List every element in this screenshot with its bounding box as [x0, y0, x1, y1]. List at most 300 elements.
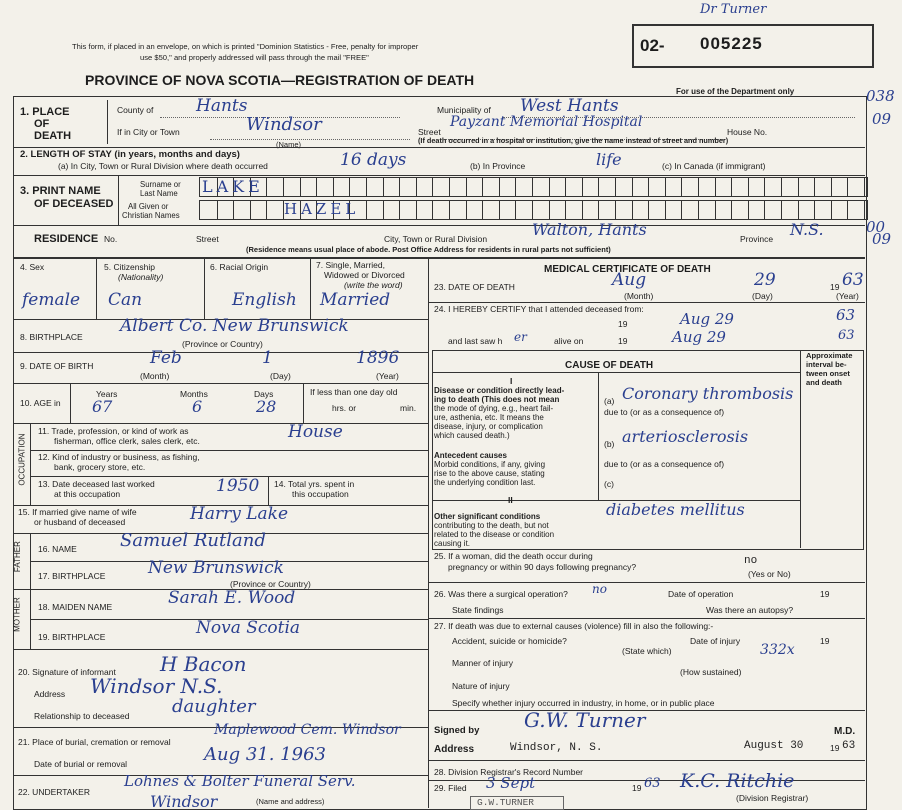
interval-label-3: tween onset	[806, 369, 850, 378]
name-grid-cell	[565, 178, 583, 196]
name-grid-cell	[665, 201, 683, 219]
name-grid-cell	[798, 201, 816, 219]
certificate-year-prefix: 19	[830, 743, 840, 753]
name-grid-cell	[731, 178, 749, 196]
name-grid-cell	[316, 178, 334, 196]
last-worked-label: 13. Date deceased last worked	[38, 479, 155, 489]
birthplace-label: 8. BIRTHPLACE	[20, 332, 83, 342]
trade-label: 11. Trade, profession, or kind of work as	[38, 426, 189, 436]
code-residence-2: 09	[872, 230, 892, 248]
name-grid-cell	[549, 201, 567, 219]
city-label: If in City or Town	[117, 127, 180, 137]
medical-certificate-title: MEDICAL CERTIFICATE OF DEATH	[544, 264, 711, 275]
name-grid-cell	[499, 201, 517, 219]
name-grid-cell	[665, 178, 683, 196]
city-line	[210, 139, 410, 140]
street-value: Payzant Memorial Hospital	[450, 114, 643, 130]
marital-label-2: Widowed or Divorced	[324, 270, 405, 280]
death-day: 29	[754, 270, 776, 290]
name-grid-cell	[349, 178, 367, 196]
cause-a-value: Coronary thrombosis	[622, 384, 794, 403]
burial-date-label: Date of burial or removal	[34, 759, 128, 769]
given-value: HAZEL	[284, 200, 360, 218]
given-label-2: Christian Names	[122, 211, 180, 220]
registration-prefix: 02-	[640, 36, 665, 55]
name-grid-cell	[748, 201, 766, 219]
name-grid-cell	[681, 201, 699, 219]
name-grid-cell	[482, 178, 500, 196]
interval-divider	[800, 350, 801, 548]
q26-label: 26. Was there a surgical operation?	[434, 589, 568, 599]
mail-notice-line-1: This form, if placed in an envelope, on which is printed "Dominion Statistics - Free, penalty for improper	[72, 42, 419, 51]
mail-notice-line-2: use $50," and properly addressed will pass through the mail "FREE"	[140, 53, 369, 62]
classification-code: 332x	[760, 642, 795, 658]
residence-province-label: Province	[740, 234, 774, 244]
certificate-date: August 30	[744, 740, 804, 752]
place-of-death-label: 1. PLACE	[20, 106, 70, 118]
name-grid-cell	[831, 178, 849, 196]
code-municipality: 09	[872, 110, 892, 128]
alive-on-value: Aug 29	[672, 328, 726, 346]
county-label: County of	[117, 105, 154, 115]
place-divider	[107, 100, 108, 144]
name-grid-cell	[416, 178, 434, 196]
operation-date-label: Date of operation	[668, 589, 734, 599]
last-saw-pronoun: er	[514, 330, 527, 344]
name-grid-cell	[283, 178, 301, 196]
name-grid-cell	[449, 201, 467, 219]
age-years-value: 67	[92, 397, 113, 416]
name-grid-cell	[847, 201, 865, 219]
mother-birthplace-label: 19. BIRTHPLACE	[38, 632, 106, 642]
cause-inner-divider	[598, 372, 599, 500]
q25-label-2: pregnancy or within 90 days following pregnancy?	[448, 562, 637, 572]
top-note: Dr Turner	[700, 2, 767, 17]
mother-maiden-value: Sarah E. Wood	[168, 588, 296, 608]
name-grid-cell	[366, 178, 384, 196]
mother-birthplace-value: Nova Scotia	[196, 618, 301, 638]
name-grid-cell	[798, 178, 816, 196]
last-worked-label-2: at this occupation	[54, 489, 121, 499]
citizenship-label: 5. Citizenship	[104, 262, 156, 272]
name-grid-cell	[632, 201, 650, 219]
name-grid-cell	[383, 178, 401, 196]
divider-2	[13, 175, 865, 176]
name-grid-cell	[598, 178, 616, 196]
last-worked-value: 1950	[216, 476, 260, 496]
divider-r5	[428, 760, 865, 761]
industry-label: 12. Kind of industry or business, as fishing,	[38, 452, 200, 462]
name-grid-cell	[515, 201, 533, 219]
name-grid-cell	[648, 178, 666, 196]
divider-16	[13, 649, 428, 650]
name-grid-cell	[748, 178, 766, 196]
part-two-label: II	[508, 495, 513, 505]
age-months-value: 6	[192, 397, 203, 416]
dob-year: 1896	[356, 348, 400, 368]
spouse-label-2: or husband of deceased	[34, 517, 126, 527]
filed-year-prefix: 19	[632, 783, 642, 793]
cause-a-marker: (a)	[604, 396, 615, 406]
cause-title-line	[432, 372, 800, 373]
name-grid-cell	[383, 201, 401, 219]
date-of-death-label: 23. DATE OF DEATH	[434, 282, 515, 292]
other-conditions-label-2: contributing to the death, but not	[434, 521, 549, 530]
name-grid-cell	[399, 178, 417, 196]
from-year-prefix: 19	[618, 319, 628, 329]
registrar-signature: K.C. Ritchie	[680, 770, 795, 792]
name-grid-cell	[250, 201, 268, 219]
name-grid-cell	[715, 178, 733, 196]
name-grid-cell	[764, 178, 782, 196]
name-grid-cell	[432, 178, 450, 196]
name-grid-cell	[416, 201, 434, 219]
sex-label: 4. Sex	[20, 262, 45, 272]
antecedent-label-2: Morbid conditions, if any, giving	[434, 460, 546, 469]
nationality-hint: (Nationality)	[118, 272, 164, 282]
name-grid-cell	[333, 178, 351, 196]
other-conditions-label-4: causing it.	[434, 539, 471, 548]
stay-canada-label: (c) In Canada (if immigrant)	[662, 161, 766, 171]
certify-label: 24. I HEREBY CERTIFY that I attended deceased from:	[434, 304, 644, 314]
father-birthplace-label: 17. BIRTHPLACE	[38, 571, 106, 581]
house-number-label: House No.	[727, 127, 768, 137]
marital-label: 7. Single, Married,	[316, 260, 385, 270]
stay-city-label: (a) In City, Town or Rural Division where death occurred	[58, 161, 268, 171]
dob-year-hint: (Year)	[376, 371, 399, 381]
antecedent-label: Antecedent causes	[434, 451, 507, 460]
father-name-label: 16. NAME	[38, 544, 77, 554]
relationship-label: Relationship to deceased	[34, 711, 130, 721]
dob-month-hint: (Month)	[140, 371, 170, 381]
residence-city-value: Walton, Hants	[532, 220, 647, 239]
industry-label-2: bank, grocery store, etc.	[54, 462, 146, 472]
racial-origin-value: English	[232, 290, 297, 310]
informant-address-value: Windsor N.S.	[90, 674, 223, 698]
institution-note: (If death occurred in a hospital or institution, give the name instead of street and number)	[418, 136, 729, 145]
interval-label-4: and death	[806, 378, 842, 387]
form-title: PROVINCE OF NOVA SCOTIA—REGISTRATION OF DEATH	[85, 72, 475, 88]
injury-year-prefix: 19	[820, 636, 830, 646]
undertaker-address: Windsor	[150, 792, 218, 810]
death-day-hint: (Day)	[752, 291, 773, 301]
print-name-label: 3. PRINT NAME	[20, 185, 101, 197]
residence-note: (Residence means usual place of abode. Post Office Address for residents in rural parts not sufficient)	[246, 245, 611, 254]
dob-day: 1	[262, 348, 273, 368]
length-of-stay-label: 2. LENGTH OF STAY (in years, months and days)	[20, 149, 240, 160]
name-grid-cell	[366, 201, 384, 219]
name-grid-cell	[532, 178, 550, 196]
cell-divider-2	[204, 257, 205, 319]
code-county: 038	[866, 87, 895, 105]
name-grid-cell	[466, 201, 484, 219]
residence-label: RESIDENCE	[34, 233, 99, 245]
name-grid-cell	[466, 178, 484, 196]
father-name-value: Samuel Rutland	[120, 530, 266, 551]
last-saw-label: and last saw h	[448, 336, 503, 346]
name-grid-cell	[632, 178, 650, 196]
birthplace-value: Albert Co. New Brunswick	[120, 316, 349, 336]
surname-grid	[199, 177, 868, 197]
surname-label-2: Last Name	[140, 189, 178, 198]
filed-date: 3 Sept	[486, 774, 536, 792]
relationship-value: daughter	[172, 696, 256, 717]
filed-label: 29. Filed	[434, 783, 467, 793]
spouse-label: 15. If married give name of wife	[18, 507, 137, 517]
name-grid-cell	[515, 178, 533, 196]
birthplace-hint: (Province or Country)	[182, 339, 263, 349]
dob-day-hint: (Day)	[270, 371, 291, 381]
disease-label-2: ing to death (This does not mean	[434, 395, 560, 404]
name-grid-cell	[847, 178, 865, 196]
residence-province-value: N.S.	[790, 220, 824, 239]
county-value: Hants	[196, 96, 248, 116]
informant-signature-label: 20. Signature of informant	[18, 667, 116, 677]
physician-stamp	[470, 796, 564, 810]
undertaker-value: Lohnes & Bolter Funeral Serv.	[124, 772, 356, 790]
divider-4	[13, 257, 865, 259]
marital-hint: (write the word)	[344, 280, 403, 290]
disease-label-4: ure, asthenia, etc. It means the	[434, 413, 544, 422]
physician-signature: G.W. Turner	[524, 708, 646, 732]
name-grid-cell	[300, 178, 318, 196]
nature-label: Nature of injury	[452, 681, 510, 691]
divider-r3	[428, 618, 865, 619]
name-grid-cell	[499, 178, 517, 196]
sex-value: female	[22, 290, 81, 310]
q25-value: no	[744, 555, 758, 567]
cause-b-value: arteriosclerosis	[622, 427, 749, 446]
surname-label: Surname or	[140, 180, 181, 189]
due-to-b: due to (or as a consequence of)	[604, 459, 725, 469]
name-divider	[118, 175, 119, 225]
less-than-day-label: If less than one day old	[310, 387, 398, 397]
dob-label: 9. DATE OF BIRTH	[20, 361, 94, 371]
occupation-side-divider	[30, 423, 31, 505]
given-label: All Given or	[128, 202, 169, 211]
name-grid-cell	[200, 201, 218, 219]
cell-divider-3	[310, 257, 311, 319]
antecedent-label-4: the underlying condition last.	[434, 478, 536, 487]
name-grid-cell	[781, 201, 799, 219]
name-grid-cell	[266, 201, 284, 219]
dob-month: Feb	[150, 348, 182, 368]
name-grid-cell	[532, 201, 550, 219]
name-grid-cell	[549, 178, 567, 196]
name-grid-cell	[698, 201, 716, 219]
occupation-divider	[268, 476, 269, 505]
operation-year-prefix: 19	[820, 589, 830, 599]
industry-injury-question: Specify whether injury occurred in industry, in home, or in public place	[452, 698, 715, 708]
record-number-label: 28. Division Registrar's Record Number	[434, 767, 584, 777]
print-name-label-2: OF DECEASED	[34, 198, 114, 210]
name-grid-cell	[781, 178, 799, 196]
name-grid-cell	[831, 201, 849, 219]
stamp-text: G.W.TURNER	[477, 797, 535, 808]
registrar-hint: (Division Registrar)	[736, 793, 809, 803]
name-grid-cell	[582, 201, 600, 219]
residence-street-label: Street	[196, 234, 219, 244]
other-conditions-label-3: related to the disease or condition	[434, 530, 555, 539]
racial-origin-label: 6. Racial Origin	[210, 262, 269, 272]
disease-label-5: disease, injury, or complication	[434, 422, 543, 431]
interval-label-2: interval be-	[806, 360, 847, 369]
name-grid-cell	[764, 201, 782, 219]
total-years-label: 14. Total yrs. spent in	[274, 479, 355, 489]
name-grid-cell	[615, 201, 633, 219]
department-use-label: For use of the Department only	[676, 87, 795, 96]
name-grid-cell	[266, 178, 284, 196]
divider-9	[30, 450, 428, 451]
cause-of-death-title: CAUSE OF DEATH	[565, 360, 654, 371]
mother-maiden-label: 18. MAIDEN NAME	[38, 602, 113, 612]
total-years-label-2: this occupation	[292, 489, 349, 499]
citizenship-value: Can	[108, 290, 143, 310]
divider-1	[13, 147, 865, 148]
q26-value: no	[592, 582, 607, 596]
physician-address-value: Windsor, N. S.	[510, 742, 603, 754]
father-birthplace-hint: (Province or Country)	[230, 579, 311, 589]
code-residence: 00	[866, 218, 886, 236]
age-divider	[70, 383, 71, 423]
name-grid-cell	[648, 201, 666, 219]
place-death-label: DEATH	[34, 130, 72, 142]
place-of-label: OF	[34, 118, 50, 130]
name-grid-cell	[615, 178, 633, 196]
autopsy-label: Was there an autopsy?	[706, 605, 794, 615]
name-grid-cell	[731, 201, 749, 219]
undertaker-label: 22. UNDERTAKER	[18, 787, 90, 797]
name-grid-cell	[432, 201, 450, 219]
name-grid-cell	[399, 201, 417, 219]
occupation-side-label: OCCUPATION	[17, 433, 27, 486]
interval-label: Approximate	[806, 351, 853, 360]
injury-date-label: Date of injury	[690, 636, 741, 646]
surname-value: LAKE	[202, 177, 264, 196]
divider-3	[13, 225, 865, 226]
age-months-label: Months	[180, 389, 208, 399]
attended-from: Aug 29	[680, 310, 734, 328]
minutes-label: min.	[400, 403, 417, 413]
death-year-hint: (Year)	[836, 291, 859, 301]
residence-city-label: City, Town or Rural Division	[384, 234, 488, 244]
divider-8	[13, 423, 428, 424]
q27-label: 27. If death was due to external causes (violence) fill in also the following:-	[434, 621, 714, 631]
spouse-value: Harry Lake	[190, 504, 289, 524]
marital-value: Married	[320, 290, 391, 310]
municipality-value: West Hants	[520, 96, 619, 116]
age-days-label: Days	[254, 389, 274, 399]
name-grid-cell	[565, 201, 583, 219]
name-grid-cell	[715, 201, 733, 219]
undertaker-hint: (Name and address)	[256, 797, 325, 806]
column-divider	[428, 257, 429, 808]
name-grid-cell	[814, 178, 832, 196]
cause-c-marker: (c)	[604, 479, 614, 489]
disease-label-6: which caused death.)	[434, 431, 510, 440]
divider-r1	[428, 302, 865, 303]
divider-7	[13, 383, 428, 384]
cell-divider-1	[96, 257, 97, 319]
street-label: Street	[418, 127, 441, 137]
md-label: M.D.	[834, 726, 856, 737]
city-name-hint: (Name)	[276, 140, 302, 149]
attended-from-year: 63	[836, 306, 856, 324]
death-month-hint: (Month)	[624, 291, 654, 301]
how-sustained-hint: (How sustained)	[680, 667, 742, 677]
name-grid-cell	[217, 201, 235, 219]
father-birthplace-value: New Brunswick	[148, 558, 284, 578]
age-divider-2	[303, 383, 304, 423]
alive-on-year: 63	[838, 328, 855, 343]
divider-r4	[428, 710, 865, 711]
signed-by-label: Signed by	[434, 725, 480, 736]
due-to-a: due to (or as a consequence of)	[604, 407, 725, 417]
accident-label: Accident, suicide or homicide?	[452, 636, 567, 646]
alive-year-prefix: 19	[618, 336, 628, 346]
trade-value: House	[288, 422, 343, 442]
age-days-value: 28	[256, 397, 277, 416]
name-grid-cell	[681, 178, 699, 196]
antecedent-label-3: rise to the above cause, stating	[434, 469, 545, 478]
death-year-prefix: 19	[830, 282, 840, 292]
informant-address-label: Address	[34, 689, 66, 699]
disease-label-3: the mode of dying, e.g., heart fail-	[434, 404, 554, 413]
certificate-year: 63	[842, 740, 856, 752]
name-grid-cell	[598, 201, 616, 219]
burial-place-label: 21. Place of burial, cremation or removal	[18, 737, 171, 747]
alive-on-label: alive on	[554, 336, 584, 346]
age-label: 10. AGE in	[20, 398, 61, 408]
disease-label: Disease or condition directly lead-	[434, 386, 565, 395]
cause-b-marker: (b)	[604, 439, 615, 449]
residence-no-label: No.	[104, 234, 118, 244]
name-grid-cell	[233, 201, 251, 219]
state-which-hint: (State which)	[622, 646, 672, 656]
stay-province-value: life	[596, 150, 622, 169]
divider-r2	[428, 582, 865, 583]
name-grid-cell	[814, 201, 832, 219]
name-grid-cell	[582, 178, 600, 196]
informant-signature: H Bacon	[160, 652, 247, 676]
burial-place-value: Maplewood Cem. Windsor	[214, 722, 401, 738]
q25-label: 25. If a woman, did the death occur during	[434, 551, 593, 561]
yes-no-hint: (Yes or No)	[748, 569, 791, 579]
hours-label: hrs. or	[332, 403, 357, 413]
other-conditions-value: diabetes mellitus	[606, 500, 745, 519]
burial-date-value: Aug 31. 1963	[204, 744, 326, 765]
name-grid-cell	[482, 201, 500, 219]
stay-city-value: 16 days	[340, 150, 407, 170]
stay-province-label: (b) In Province	[470, 161, 526, 171]
name-grid-cell	[698, 178, 716, 196]
name-grid-cell	[449, 178, 467, 196]
death-month: Aug	[612, 270, 647, 290]
father-side-label: FATHER	[12, 541, 22, 573]
municipality-label: Municipality of	[437, 105, 491, 115]
mother-side-label: MOTHER	[12, 597, 22, 632]
registration-number: 005225	[700, 34, 763, 53]
trade-label-2: fisherman, office clerk, sales clerk, etc.	[54, 436, 200, 446]
city-value: Windsor	[246, 114, 322, 135]
manner-label: Manner of injury	[452, 658, 513, 668]
part-one-label: I	[510, 376, 513, 386]
other-conditions-label: Other significant conditions	[434, 512, 541, 521]
physician-address-label: Address	[434, 744, 475, 755]
state-findings-label: State findings	[452, 605, 504, 615]
death-year: 63	[842, 270, 864, 290]
age-years-label: Years	[96, 389, 118, 399]
